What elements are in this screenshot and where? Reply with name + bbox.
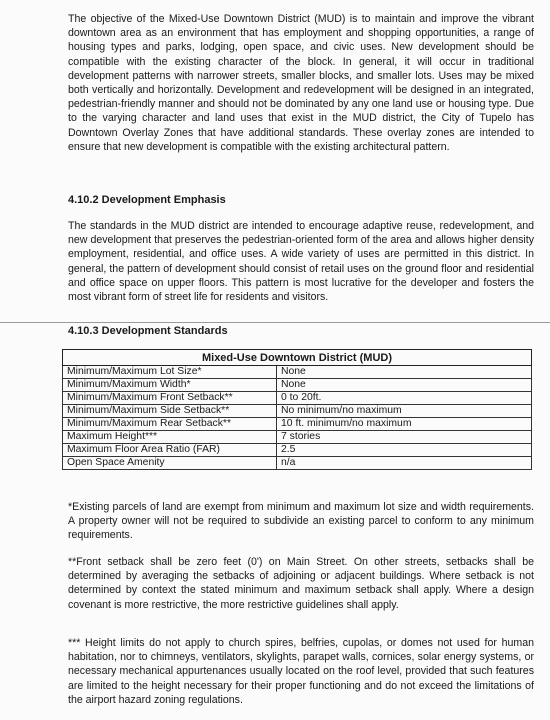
intro-paragraph: The objective of the Mixed-Use Downtown District (MUD) is to maintain and improve the vibrant downtown area as an environment that has employment and shopping opportunities, a range of housing types and parks, lodging, open space, and civic uses. New development should be compatible with the existing character of the block. In general, it will occur in traditional development patterns with narrower streets, smaller blocks, and smaller lots. Uses may be mixed both vertically and horizontally. Development and redevelopment will be designed in an integrated, pedestrian-friendly manner and should not be dominated by any one land use or housing type. Due to the varying character and land uses that exist in the MUD district, the City of Tupelo has Downtown Overlay Zones that have additional standards. These overlay zones are intended to ensure that new development is compatible with the existing architectural pattern.: [68, 13, 534, 153]
row-label: Minimum/Maximum Side Setback**: [63, 405, 277, 418]
emphasis-paragraph: The standards in the MUD district are intended to encourage adaptive reuse, redevelopment, and new development that preserves the pedestrian-oriented form of the area and allows higher density employment, residential, and office uses. A wide variety of uses are permitted in this district. In general, the pattern of development should consist of retail uses on the ground floor and residential and office space on upper floors. This pattern is most lucrative for the developer and fosters the most vibrant form of street life for residents and visitors.: [68, 220, 534, 304]
footnote-lot-size: *Existing parcels of land are exempt from minimum and maximum lot size and width requirements. A property owner will not be required to subdivide an existing parcel to conform to any minimum requirements.: [68, 501, 534, 542]
row-label: Maximum Height***: [63, 431, 277, 444]
table-header-row: [63, 350, 532, 366]
table-row: [63, 457, 532, 470]
row-label: Open Space Amenity: [63, 457, 277, 470]
row-label: Minimum/Maximum Width*: [63, 379, 277, 392]
table-row: [63, 431, 532, 444]
row-label: Minimum/Maximum Front Setback**: [63, 392, 277, 405]
footnote-setback: **Front setback shall be zero feet (0') on Main Street. On other streets, setbacks shall be determined by averaging the setbacks of adjoining or adjacent buildings. Where setback is not determined by context the stated minimum and maximum setback shall apply. Where a design covenant is more restrictive, the more restrictive guidelines shall apply.: [68, 556, 534, 611]
table-title: Mixed-Use Downtown District (MUD): [63, 350, 532, 366]
row-value: No minimum/no maximum: [277, 405, 532, 418]
heading-development-emphasis: 4.10.2 Development Emphasis: [68, 194, 226, 206]
row-value: 2.5: [277, 444, 532, 457]
table-row: [63, 405, 532, 418]
footnote-height: *** Height limits do not apply to church spires, belfries, cupolas, or domes not used for human habitation, nor to chimneys, ventilators, skylights, parapet walls, cornices, solar energy systems, or necessary mechanical appurtenances usually located on the roof level, provided that such features are limited to the height necessary for their proper functioning and do not exceed the limitations of the airport hazard zoning regulations.: [68, 637, 534, 706]
row-value: 7 stories: [277, 431, 532, 444]
table-row: [63, 444, 532, 457]
row-value: None: [277, 366, 532, 379]
row-value: 10 ft. minimum/no maximum: [277, 418, 532, 431]
standards-table: [62, 349, 532, 470]
table-row: [63, 366, 532, 379]
row-value: None: [277, 379, 532, 392]
row-label: Minimum/Maximum Lot Size*: [63, 366, 277, 379]
table-row: [63, 379, 532, 392]
row-value: n/a: [277, 457, 532, 470]
row-value: 0 to 20ft.: [277, 392, 532, 405]
table-row: [63, 418, 532, 431]
row-label: Minimum/Maximum Rear Setback**: [63, 418, 277, 431]
table-row: [63, 392, 532, 405]
heading-development-standards: 4.10.3 Development Standards: [68, 325, 228, 337]
scan-artifact-line: [0, 322, 550, 323]
row-label: Maximum Floor Area Ratio (FAR): [63, 444, 277, 457]
